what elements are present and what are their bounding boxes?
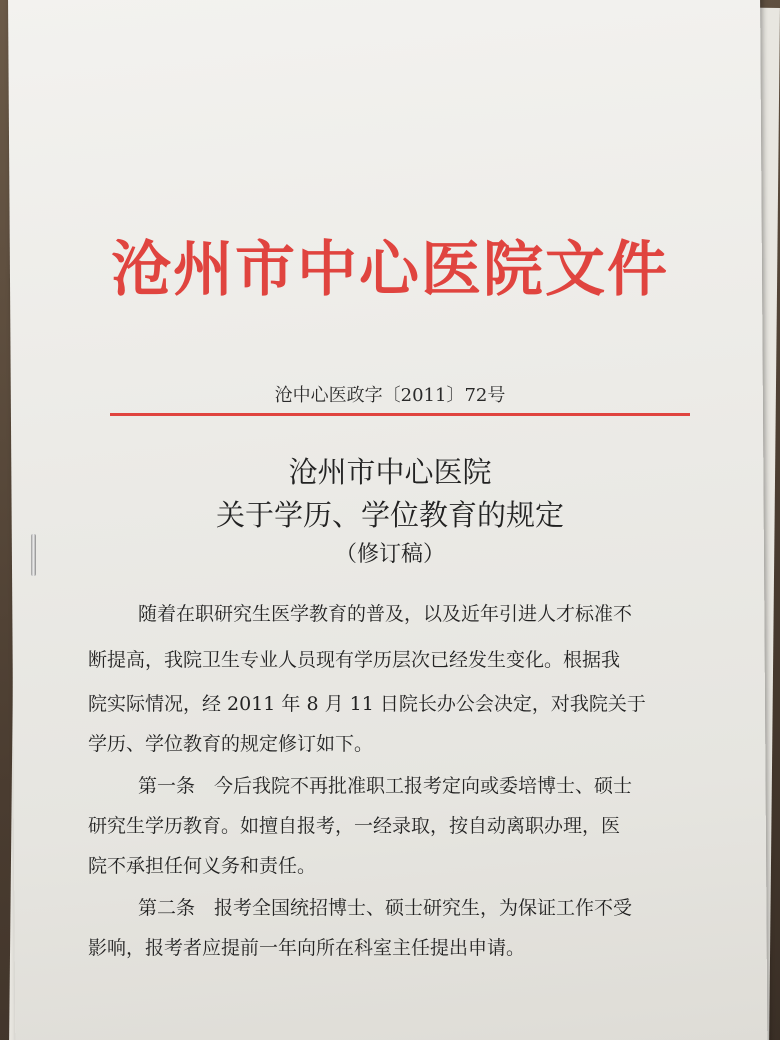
body-line: 第一条 今后我院不再批准职工报考定向或委培博士、硕士	[138, 775, 633, 797]
body-line: 第二条 报考全国统招博士、硕士研究生，为保证工作不受	[138, 897, 633, 919]
heading-line-3: （修订稿）	[334, 542, 445, 567]
heading-line-1: 沧州市中心医院	[288, 455, 492, 489]
document-header-title: 沧州市中心医院文件	[111, 235, 669, 305]
body-line: 影响，报考者应提前一年向所在科室主任提出申请。	[88, 937, 526, 959]
body-line: 院不承担任何义务和责任。	[88, 855, 317, 877]
red-divider-line	[110, 413, 690, 416]
body-line: 随着在职研究生医学教育的普及，以及近年引进人才标准不	[138, 603, 633, 625]
body-line: 研究生学历教育。如擅自报考，一经录取，按自动离职办理，医	[88, 815, 621, 837]
document-number: 沧中心医政字〔2011〕72号	[274, 385, 506, 406]
body-line: 学历、学位教育的规定修订如下。	[88, 733, 374, 755]
body-line: 断提高，我院卫生专业人员现有学历层次已经发生变化。根据我	[88, 649, 621, 671]
body-line: 院实际情况，经 2011 年 8 月 11 日院长办公会决定，对我院关于	[88, 693, 646, 715]
heading-line-2: 关于学历、学位教育的规定	[215, 498, 564, 532]
